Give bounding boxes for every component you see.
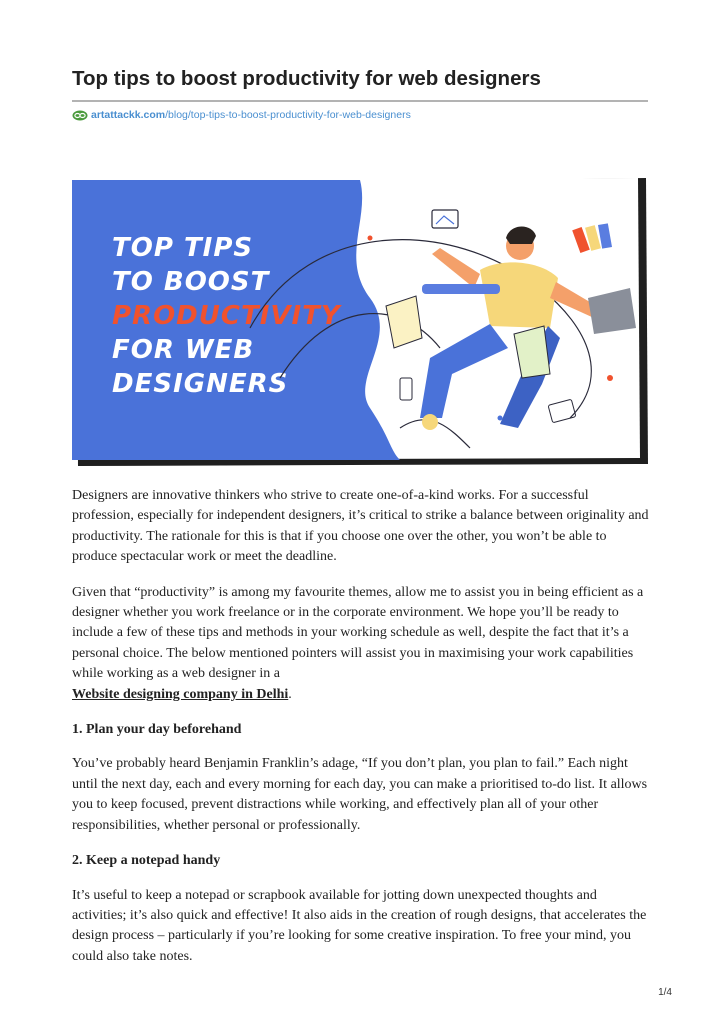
paragraph-notepad: It’s useful to keep a notepad or scrapbook available for jotting down unexpected thoughts and activities; it’s also quick and effective! It also aids in the creation of rough designs, that accelerates the design process – particularly if you’re looking for some creative inspiration. To free your mind, you could also take notes. (72, 887, 647, 964)
hero-line-1: TOP TIPS (112, 233, 254, 263)
paragraph-intro: Designers are innovative thinkers who strive to create one-of-a-kind works. For a successful profession, especially for independent designers, it’s critical to strike a balance between originality and productivity. The rationale for this is that if you choose one over the other, you won’t be able to produce spectacular work or meet the deadline. (72, 488, 649, 565)
hero-line-2: TO BOOST (112, 267, 270, 297)
paragraph-productivity-text: Given that “productivity” is among my favourite themes, allow me to assist you in being efficient as a designer whether you work freelance or in the corporate environment. We hope you’ll be ready to include a few of these tips and methods in your working schedule as well, despite the fact that it’s a personal choice. The below mentioned pointers will assist you in maximising your work capabilities while working as a web designer in a (72, 584, 644, 682)
link-icon (72, 110, 88, 121)
page-title: Top tips to boost productivity for web designers (72, 67, 541, 90)
website-designing-link[interactable]: Website designing company in Delhi (72, 686, 289, 702)
hero-banner-image (70, 178, 648, 468)
source-link[interactable] (72, 108, 411, 122)
source-path[interactable]: /blog/top-tips-to-boost-productivity-for-web-designers (165, 109, 411, 121)
paragraph-plan-day: You’ve probably heard Benjamin Franklin’s adage, “If you don’t plan, you plan to fail.” Each night until the next day, each and every morning for each day, you can make a prioritised to-do list. It allows you to keep focused, prevent distractions while working, and effectively plan all of your other responsibilities, whether personal or professionally. (72, 756, 648, 833)
paragraph-productivity-end: . (288, 686, 292, 702)
heading-plan-day: 1. Plan your day beforehand (72, 722, 242, 738)
page-number: 1/4 (658, 987, 672, 998)
hero-line-5: DESIGNERS (112, 369, 289, 399)
title-divider (72, 100, 648, 102)
hero-line-4: FOR WEB (112, 335, 255, 365)
source-domain[interactable]: artattackk.com (91, 109, 166, 121)
hero-line-3: PRODUCTIVITY (112, 301, 341, 331)
heading-notepad: 2. Keep a notepad handy (72, 853, 221, 869)
paragraph-productivity (72, 583, 650, 705)
article-body (72, 486, 650, 982)
